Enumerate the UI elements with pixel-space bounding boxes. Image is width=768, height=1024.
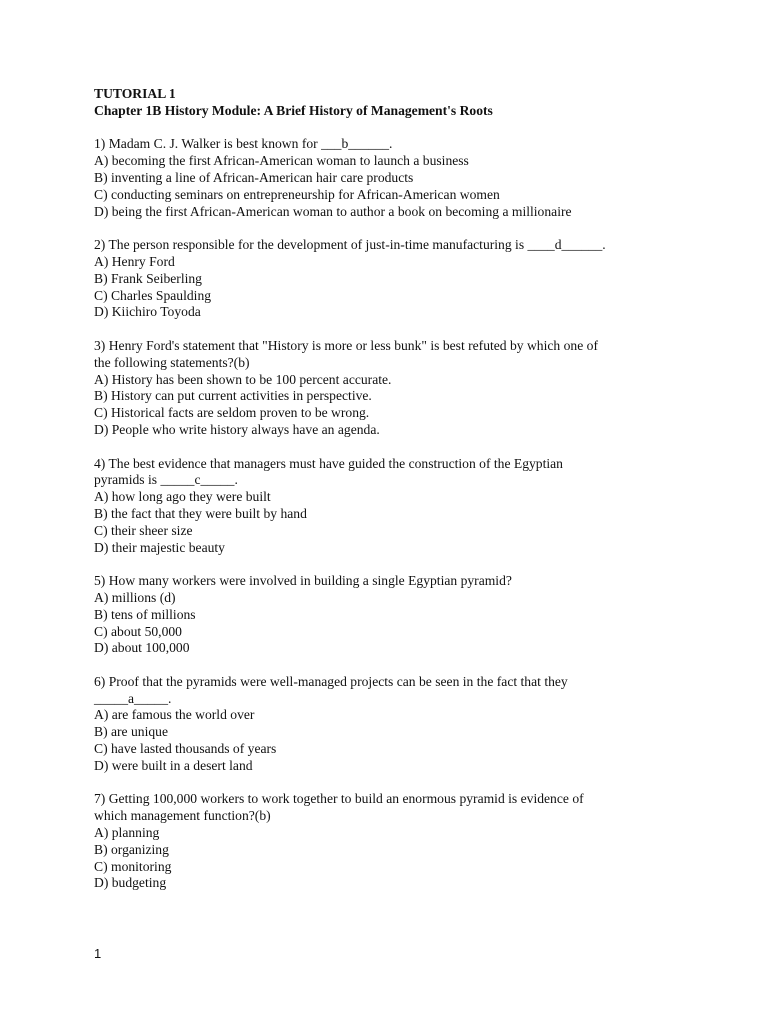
- question-text: 3) Henry Ford's statement that "History is more or less bunk" is best refuted by which one of: [94, 337, 598, 353]
- answer-option-b: B) History can put current activities in perspective.: [94, 388, 372, 404]
- answer-option-c: C) about 50,000: [94, 623, 182, 639]
- answer-option-d: D) were built in a desert land: [94, 757, 253, 773]
- answer-option-c: C) monitoring: [94, 858, 172, 874]
- question-7: [94, 791, 694, 892]
- question-1: [94, 136, 694, 220]
- answer-option-a: A) millions (d): [94, 589, 176, 605]
- answer-option-a: A) Henry Ford: [94, 253, 175, 269]
- answer-option-c: C) their sheer size: [94, 522, 193, 538]
- answer-option-b: B) organizing: [94, 841, 169, 857]
- question-5: [94, 573, 694, 657]
- answer-option-c: C) conducting seminars on entrepreneurship for African-American women: [94, 186, 500, 202]
- question-text-continued: the following statements?(b): [94, 354, 250, 370]
- question-2: [94, 237, 694, 321]
- answer-option-b: B) are unique: [94, 724, 168, 740]
- answer-option-a: A) History has been shown to be 100 percent accurate.: [94, 371, 392, 387]
- answer-option-a: A) planning: [94, 825, 160, 841]
- question-6: [94, 674, 694, 775]
- document-subtitle: Chapter 1B History Module: A Brief History of Management's Roots: [94, 102, 493, 118]
- answer-option-b: B) Frank Seiberling: [94, 270, 202, 286]
- question-text: 7) Getting 100,000 workers to work together to build an enormous pyramid is evidence of: [94, 791, 584, 807]
- question-text: 2) The person responsible for the development of just-in-time manufacturing is ____d______.: [94, 237, 606, 253]
- question-text: 4) The best evidence that managers must have guided the construction of the Egyptian: [94, 455, 563, 471]
- question-text-continued: which management function?(b): [94, 808, 271, 824]
- answer-option-c: C) have lasted thousands of years: [94, 741, 277, 757]
- answer-option-a: A) becoming the first African-American woman to launch a business: [94, 153, 469, 169]
- question-text: 1) Madam C. J. Walker is best known for ___b______.: [94, 136, 393, 152]
- answer-option-d: D) their majestic beauty: [94, 539, 225, 555]
- question-text: 5) How many workers were involved in building a single Egyptian pyramid?: [94, 573, 512, 589]
- question-3: [94, 338, 694, 439]
- question-text-continued: pyramids is _____c_____.: [94, 472, 238, 488]
- answer-option-c: C) Charles Spaulding: [94, 287, 212, 303]
- answer-option-d: D) Kiichiro Toyoda: [94, 304, 201, 320]
- answer-option-a: A) how long ago they were built: [94, 489, 271, 505]
- answer-option-b: B) tens of millions: [94, 606, 196, 622]
- document-title: TUTORIAL 1: [94, 86, 176, 101]
- question-4: [94, 456, 694, 557]
- answer-option-d: D) being the first African-American woman to author a book on becoming a millionaire: [94, 203, 572, 219]
- answer-option-a: A) are famous the world over: [94, 707, 255, 723]
- answer-option-d: D) People who write history always have an agenda.: [94, 421, 380, 437]
- question-text: 6) Proof that the pyramids were well-managed projects can be seen in the fact that they: [94, 673, 568, 689]
- answer-option-c: C) Historical facts are seldom proven to be wrong.: [94, 405, 370, 421]
- question-text-continued: _____a_____.: [94, 690, 172, 706]
- answer-option-d: D) budgeting: [94, 875, 167, 891]
- answer-option-b: B) the fact that they were built by hand: [94, 505, 307, 521]
- answer-option-b: B) inventing a line of African-American hair care products: [94, 169, 414, 185]
- answer-option-d: D) about 100,000: [94, 640, 190, 656]
- document-page: [94, 86, 694, 892]
- page-number: 1: [94, 946, 102, 961]
